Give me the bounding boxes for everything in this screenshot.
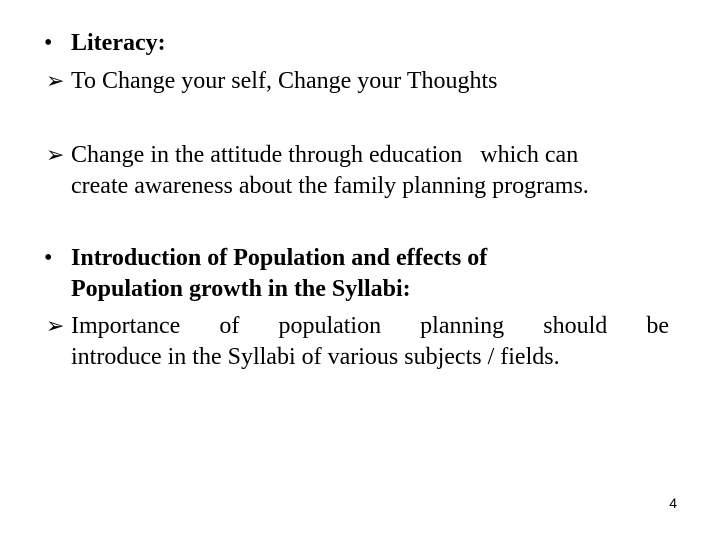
arrow-bullet-icon: ➢ — [46, 142, 65, 167]
page-number: 4 — [669, 495, 677, 511]
arrow-bullet-icon: ➢ — [46, 313, 65, 338]
bullet-heading-line-2: Population growth in the Syllabi: — [71, 276, 411, 302]
arrow-item-text-line-1: Change in the attitude through education which can — [71, 142, 579, 168]
bullet-heading-line-1: Introduction of Population and effects of — [71, 245, 488, 271]
arrow-item-text-line-2: create awareness about the family planning programs. — [71, 173, 589, 199]
arrow-item-text-line-1: Importance of population planning should be — [71, 313, 669, 339]
bullet-heading: Literacy: — [71, 30, 166, 56]
arrow-item-text-line-2: introduce in the Syllabi of various subjects / fields. — [71, 344, 560, 370]
bullet-icon: • — [44, 245, 53, 271]
arrow-bullet-icon: ➢ — [46, 68, 65, 93]
bullet-icon: • — [44, 30, 53, 56]
arrow-item-text: To Change your self, Change your Thoughts — [71, 68, 498, 94]
